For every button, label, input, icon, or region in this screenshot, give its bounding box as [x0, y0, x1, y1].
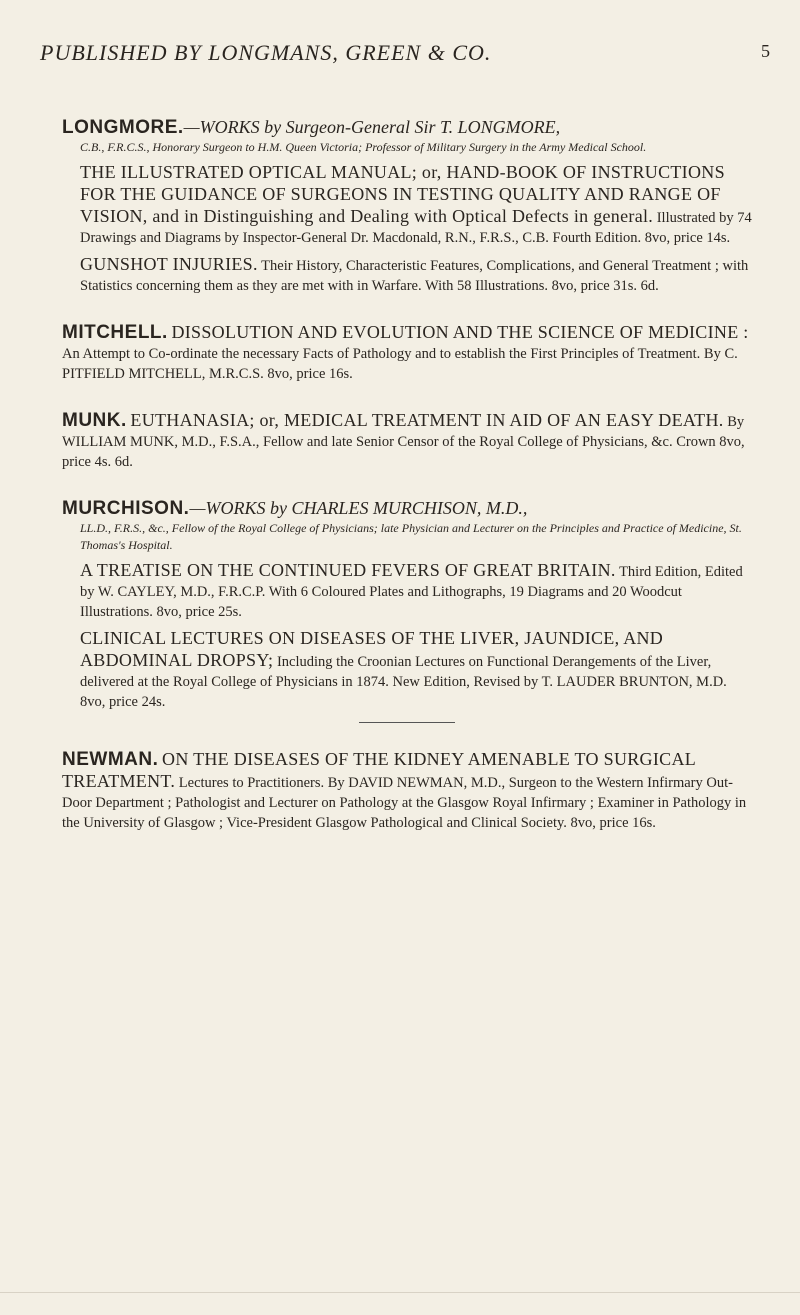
author-name: NEWMAN. — [62, 749, 159, 770]
entry-murchison — [62, 498, 752, 723]
page-edge-rule — [0, 1292, 800, 1293]
entry-newman — [62, 749, 752, 833]
author-name: LONGMORE. — [62, 117, 184, 138]
running-head: PUBLISHED BY LONGMANS, GREEN & CO. — [40, 40, 492, 65]
book-description: Illustrated by 74 Drawings and Diagrams by Inspector-General Dr. Macdonald, R.N., F.R.S., C.B. Fourth Edition. 8vo, price 14s. — [80, 210, 752, 246]
book-title: THE ILLUSTRATED OPTICAL MANUAL; or, HAND-BOOK OF INSTRUCTIONS FOR THE GUIDANCE OF SURGEONS IN TESTING QUALITY AND RANGE OF VISION, and in Distinguishing and Dealing with Optical Defects in general. — [80, 162, 725, 226]
book-title: DISSOLUTION AND EVOLUTION AND THE SCIENCE OF MEDICINE : — [171, 322, 749, 342]
author-name: MUNK. — [62, 410, 127, 431]
book-description: Third Edition, Edited by W. CAYLEY, M.D., F.R.C.P. With 6 Coloured Plates and Lithographs, 19 Diagrams and 20 Woodcut Illustrations. 8vo, price 25s. — [80, 564, 743, 620]
author-name: MITCHELL. — [62, 322, 168, 343]
book-description: Lectures to Practitioners. By DAVID NEWMAN, M.D., Surgeon to the Western Infirmary Out-Door Department ; Pathologist and Lecturer on Pathology at the Glasgow Royal Infirmary ; Examiner in Pathology in the University of Glasgow ; Vice-President Glasgow Pathological and Clinical Society. 8vo, price 16s. — [62, 775, 747, 831]
book-title: ON THE DISEASES OF THE KIDNEY AMENABLE TO SURGICAL TREATMENT. — [62, 749, 696, 791]
entry-munk — [62, 410, 752, 472]
entry-mitchell — [62, 322, 752, 384]
book-title: CLINICAL LECTURES ON DISEASES OF THE LIVER, JAUNDICE, AND ABDOMINAL DROPSY; — [80, 628, 664, 670]
book-title: A TREATISE ON THE CONTINUED FEVERS OF GREAT BRITAIN. — [80, 560, 616, 580]
book-description: An Attempt to Co-ordinate the necessary Facts of Pathology and to establish the First Principles of Treatment. By C. PITFIELD MITCHELL, M.R.C.S. 8vo, price 16s. — [62, 346, 738, 382]
author-credentials: C.B., F.R.C.S., Honorary Surgeon to H.M. Queen Victoria; Professor of Military Surgery in the Army Medical School. — [80, 140, 647, 154]
works-line: —WORKS by Surgeon-General Sir T. LONGMORE, — [183, 117, 561, 137]
book-description: Including the Croonian Lectures on Functional Derangements of the Liver, delivered at the Royal College of Physicians in 1874. New Edition, Revised by T. LAUDER BRUNTON, M.D. 8vo, price 24s. — [80, 654, 727, 710]
book-entry — [80, 628, 752, 712]
section-divider — [359, 722, 455, 723]
book-title: EUTHANASIA; or, MEDICAL TREATMENT IN AID OF AN EASY DEATH. — [130, 410, 724, 430]
page-number: 5 — [761, 41, 770, 61]
book-entry — [80, 254, 752, 296]
author-name: MURCHISON. — [62, 498, 190, 519]
works-line: —WORKS by CHARLES MURCHISON, M.D., — [189, 498, 528, 518]
author-credentials: LL.D., F.R.S., &c., Fellow of the Royal College of Physicians; late Physician and Lecturer on the Principles and Practice of Medicine, St. Thomas's Hospital. — [80, 521, 742, 552]
book-description: Their History, Characteristic Features, Complications, and General Treatment ; with Statistics concerning them as they are met with in Warfare. With 58 Illustrations. 8vo, price 31s. 6d. — [80, 258, 749, 294]
book-title: GUNSHOT INJURIES. — [80, 254, 258, 274]
book-entry — [80, 162, 752, 248]
book-description: By WILLIAM MUNK, M.D., F.S.A., Fellow and late Senior Censor of the Royal College of Physicians, &c. Crown 8vo, price 4s. 6d. — [62, 414, 745, 470]
catalogue-body — [62, 117, 752, 833]
book-entry — [80, 560, 752, 622]
entry-longmore — [62, 117, 752, 296]
